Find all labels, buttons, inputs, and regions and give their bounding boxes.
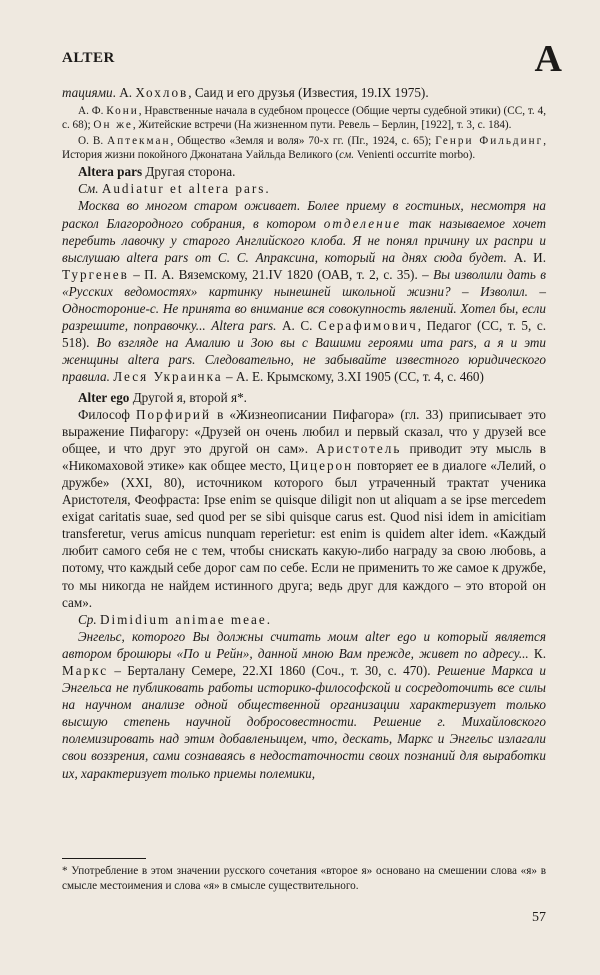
text-run: См. (78, 181, 99, 197)
cross-reference (62, 180, 546, 197)
text-run: Другая сторона. (142, 164, 236, 180)
text-run: , Саид и его друзья (Известия, 19.IX 1975). (188, 85, 429, 100)
text-run: О. В. (78, 134, 108, 147)
cross-reference (62, 611, 546, 628)
text-run: в «Жизнеописании Пифагора» (гл. 33) приписывает это выражение Пифагору: «Друзей он очень любил и первый сказал, что у друзей все общее, и что друг это другой он сам». (62, 406, 546, 456)
text-run: Altera pars (78, 164, 143, 180)
text-run: Генри Фильдинг (435, 134, 544, 147)
text-run: Ср. (78, 611, 97, 627)
text-run: Он же (93, 119, 133, 132)
text-run: Вы изволили дать в «Русских ведомостях» картинку нынешней школьной жизни? – Изволил. – Одностороние-с. Не принята во внимание вся совокупность явлений. Хотел бы, если разрешите, поправочку... Altera pars. (62, 266, 546, 334)
paragraph (62, 84, 546, 101)
page-number: 57 (532, 910, 546, 925)
text-run: Хохлов (135, 85, 189, 100)
text-run: так называемое хочет перебить лавочку у старого Английского клоба. Я не понял причину их распри и выслушаю altera pars от С. С. Апраксина, который на днях сюда будет. (62, 215, 546, 265)
text-run: Venienti occurrite morbo). (354, 148, 476, 161)
text-run: . А. (112, 85, 136, 100)
text-run: , Житейские встречи (На жизненном пути. Ревель – Берлин, [1922], т. 3, с. 184). (132, 119, 512, 132)
quotation-paragraph (62, 197, 546, 385)
text-run: Порфирий (136, 406, 212, 422)
text-run: Во взгляде на Амалию и Зою вы с Вашими героями ита pars, а я и эти женщины altera pars. Следовательно, не забывайте известного юридического правила. (62, 335, 546, 385)
text-run: Москва во многом старом оживает. Более приему в гостиных, несмотря на раскол Благородного собрания, в котором (62, 198, 546, 231)
text-run: , История жизни покойного Джонатана Уайльда Великого ( (62, 134, 546, 161)
text-run: А. С. (276, 318, 319, 334)
text-run: . (266, 611, 270, 627)
text-run: Аристотель (316, 440, 402, 456)
text-run: – А. Е. Крымскому, 3.XI 1905 (СС, т. 4, с. 460) (222, 369, 484, 385)
text-run: Маркс (62, 663, 109, 678)
text-run: Серафимович (318, 318, 418, 334)
text-run: Решение Маркса и Энгельса не публиковать работы историко-философской и сосредоточить все силы на научном анализе одной общественной организации характеризует только высшую степень научной добросовестности. Решение г. Михайловского полемизировать над этим добавленьицем, что, дескать, Маркс и Энгельс излагали свои воззрения, сами сознаваясь в недостаточности своих познаний для выработки их, характеризует только приемы полемики, (62, 663, 546, 781)
text-run: . (265, 181, 269, 197)
section-letter: A (534, 38, 562, 80)
text-run: Кони (106, 105, 139, 118)
footnote-divider (62, 858, 146, 859)
text-run: А. Ф. (78, 105, 107, 118)
text-run: Audiatur et altera pars (101, 181, 266, 197)
text-run: Цицерон (289, 457, 354, 473)
text-run: – П. А. Вяземскому, 21.IV 1820 (ОАВ, т. 2, с. 35). – (128, 266, 434, 282)
text-run: – Берталану Семере, 22.XI 1860 (Соч., т. 30, с. 470). (108, 663, 437, 678)
text-run: Тургенев (62, 266, 129, 282)
text-run: , Педагог (СС, т. 5, с. 518). (62, 318, 546, 351)
page-body (62, 84, 546, 782)
text-run: Философ (78, 406, 137, 422)
text-run: Леся Украинка (113, 369, 223, 385)
text-run: , Общество «Земля и воля» 70-х гг. (Пг., 1924, с. 65); (170, 134, 436, 147)
text-run: Alter ego (78, 389, 130, 405)
text-run: А. И. (506, 249, 546, 265)
reference-paragraph (62, 134, 546, 163)
text-run: К. (528, 645, 547, 661)
text-run: тациями (62, 85, 113, 100)
entry-heading (62, 163, 546, 180)
text-run: повторяет ее в диалоге «Лелий, о дружбе» (XXI, 80), источником которого был утраченный трактат ученика Аристотеля, Феофраста: Ipse enim se quisque diligit non ut aliquam a se ipse mercedem exigat caritatis suae, sed quod per se sibi quisque carus est. Quod nisi idem in amicitiam transferetur, verus amicus nunquam reperietur: est enim is quidem alter idem. «Каждый любит самого себя не с тем, чтобы снискать какую-либо награду за свою любовь, а потому, что каждый себе дорог сам по себе. Если не применить то же самое к дружбе, то мы никогда не найдем истинного друга; ведь друг для каждого – это второй он сам». (62, 457, 546, 610)
text-run: Энгельс, которого Вы должны считать моим alter ego и который является автором брошюры «По и Рейн», данной мною Вам прежде, живет по адресу... (62, 628, 546, 661)
text-run: отделение (323, 215, 402, 231)
text-run: приводит эту мысль в «Никомаховой этике» как общее место, (62, 440, 546, 473)
entry-heading (62, 389, 546, 406)
text-run: Другой я, второй я*. (129, 389, 247, 405)
reference-paragraph (62, 104, 546, 133)
paragraph (62, 406, 546, 611)
quotation-paragraph (62, 628, 546, 782)
text-run: , Нравственные начала в судебном процессе (Общие черты судебной этики) (СС, т. 4, с. 68); (62, 105, 546, 132)
text-run: Dimidium animae meae (99, 611, 267, 627)
running-head: ALTER (62, 50, 115, 66)
footnote: * Употребление в этом значении русского сочетания «второе я» основано на смешении слова «я» в смысле местоимения и слова «я» в смысле существительного. (62, 865, 546, 892)
text-run: см. (339, 148, 355, 161)
text-run: Аптекман (107, 134, 171, 147)
